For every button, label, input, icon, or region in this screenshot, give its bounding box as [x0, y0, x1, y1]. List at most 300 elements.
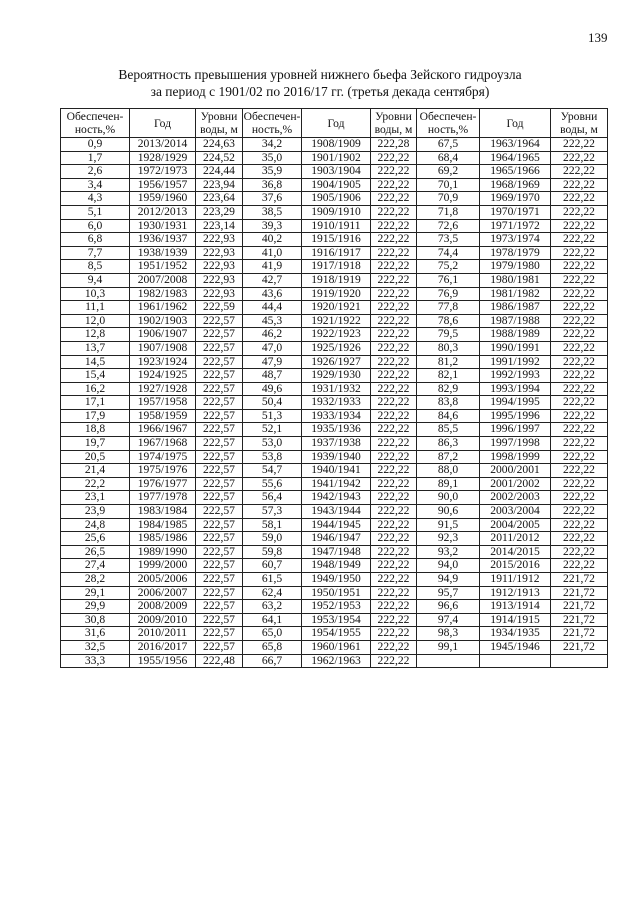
cell-water-level: 222,22	[371, 396, 417, 410]
cell-probability: 59,0	[243, 532, 302, 546]
cell-probability: 34,2	[243, 138, 302, 152]
cell-year: 2011/2012	[480, 532, 551, 546]
cell-water-level: 222,22	[371, 165, 417, 179]
cell-probability: 89,1	[417, 477, 480, 491]
cell-probability: 32,5	[61, 640, 130, 654]
cell-probability: 96,6	[417, 600, 480, 614]
table-row	[61, 138, 608, 152]
cell-probability: 37,6	[243, 192, 302, 206]
cell-probability: 17,1	[61, 396, 130, 410]
header-water-level: Уровни воды, м	[551, 109, 608, 138]
cell-probability: 50,4	[243, 396, 302, 410]
cell-water-level: 222,22	[371, 600, 417, 614]
cell-probability: 94,9	[417, 573, 480, 587]
cell-year: 2006/2007	[130, 586, 196, 600]
cell-year: 1932/1933	[302, 396, 371, 410]
cell-probability: 47,0	[243, 341, 302, 355]
cell-probability: 81,2	[417, 355, 480, 369]
cell-year: 1987/1988	[480, 314, 551, 328]
cell-probability: 77,8	[417, 301, 480, 315]
cell-probability: 14,5	[61, 355, 130, 369]
table-row	[61, 409, 608, 423]
cell-water-level: 222,22	[551, 301, 608, 315]
cell-year: 1974/1975	[130, 450, 196, 464]
cell-probability: 73,5	[417, 233, 480, 247]
header-probability: Обеспечен-ность,%	[243, 110, 301, 136]
cell-probability: 76,1	[417, 273, 480, 287]
cell-year: 2015/2016	[480, 559, 551, 573]
header-year: Год	[130, 109, 196, 138]
cell-year: 2010/2011	[130, 627, 196, 641]
table-row	[61, 314, 608, 328]
table-row	[61, 586, 608, 600]
cell-probability: 95,7	[417, 586, 480, 600]
cell-water-level: 222,57	[196, 505, 243, 519]
table-row	[61, 613, 608, 627]
cell-water-level: 222,22	[371, 464, 417, 478]
cell-water-level: 222,22	[551, 518, 608, 532]
cell-year: 1912/1913	[480, 586, 551, 600]
cell-year: 1942/1943	[302, 491, 371, 505]
cell-probability: 31,6	[61, 627, 130, 641]
cell-probability: 36,8	[243, 178, 302, 192]
cell-probability: 49,6	[243, 382, 302, 396]
cell-probability: 69,2	[417, 165, 480, 179]
cell-year: 1920/1921	[302, 301, 371, 315]
cell-water-level: 222,22	[371, 260, 417, 274]
cell-probability: 35,0	[243, 151, 302, 165]
cell-water-level: 222,22	[551, 491, 608, 505]
cell-year: 1940/1941	[302, 464, 371, 478]
cell-probability: 26,5	[61, 545, 130, 559]
cell-probability: 12,8	[61, 328, 130, 342]
cell-water-level: 222,57	[196, 559, 243, 573]
table-row	[61, 301, 608, 315]
cell-year: 1997/1998	[480, 437, 551, 451]
cell-probability: 6,8	[61, 233, 130, 247]
cell-water-level: 224,52	[196, 151, 243, 165]
cell-year: 1953/1954	[302, 613, 371, 627]
cell-year: 1972/1973	[130, 165, 196, 179]
table-row	[61, 627, 608, 641]
cell-water-level: 222,57	[196, 355, 243, 369]
table-row	[61, 423, 608, 437]
cell-probability: 30,8	[61, 613, 130, 627]
page-number: 139	[588, 30, 608, 45]
cell-water-level: 222,22	[551, 464, 608, 478]
cell-probability: 63,2	[243, 600, 302, 614]
cell-year: 1901/1902	[302, 151, 371, 165]
cell-water-level: 223,14	[196, 219, 243, 233]
cell-water-level: 222,57	[196, 600, 243, 614]
cell-year: 1959/1960	[130, 192, 196, 206]
cell-probability: 70,1	[417, 178, 480, 192]
cell-water-level: 222,93	[196, 246, 243, 260]
cell-water-level: 221,72	[551, 586, 608, 600]
table-row	[61, 328, 608, 342]
cell-probability: 70,9	[417, 192, 480, 206]
table-row	[61, 287, 608, 301]
table-body	[61, 138, 608, 668]
cell-probability: 38,5	[243, 205, 302, 219]
cell-water-level: 222,59	[196, 301, 243, 315]
cell-probability: 65,0	[243, 627, 302, 641]
cell-year: 1907/1908	[130, 341, 196, 355]
cell-year: 2014/2015	[480, 545, 551, 559]
cell-year: 2005/2006	[130, 573, 196, 587]
cell-year: 1988/1989	[480, 328, 551, 342]
cell-year: 1913/1914	[480, 600, 551, 614]
cell-year: 1999/2000	[130, 559, 196, 573]
cell-year: 1960/1961	[302, 640, 371, 654]
cell-probability: 5,1	[61, 205, 130, 219]
cell-year: 1919/1920	[302, 287, 371, 301]
cell-year: 1990/1991	[480, 341, 551, 355]
cell-water-level: 222,57	[196, 545, 243, 559]
cell-probability: 24,8	[61, 518, 130, 532]
cell-year: 1965/1966	[480, 165, 551, 179]
cell-water-level: 222,22	[371, 437, 417, 451]
table-row	[61, 640, 608, 654]
cell-probability: 44,4	[243, 301, 302, 315]
cell-probability: 12,0	[61, 314, 130, 328]
cell-year: 1978/1979	[480, 246, 551, 260]
cell-probability: 23,9	[61, 505, 130, 519]
cell-water-level: 222,22	[551, 505, 608, 519]
cell-water-level: 222,22	[551, 178, 608, 192]
cell-year: 1956/1957	[130, 178, 196, 192]
cell-probability: 80,3	[417, 341, 480, 355]
table-row	[61, 382, 608, 396]
cell-water-level: 222,22	[371, 178, 417, 192]
cell-probability: 90,0	[417, 491, 480, 505]
cell-year: 1976/1977	[130, 477, 196, 491]
cell-probability: 9,4	[61, 273, 130, 287]
cell-probability: 97,4	[417, 613, 480, 627]
cell-year: 1964/1965	[480, 151, 551, 165]
cell-probability: 58,1	[243, 518, 302, 532]
cell-probability: 79,5	[417, 328, 480, 342]
table-row	[61, 165, 608, 179]
cell-water-level: 222,22	[371, 573, 417, 587]
cell-probability: 71,8	[417, 205, 480, 219]
header-probability: Обеспечен-ность,%	[61, 109, 130, 138]
cell-year: 1998/1999	[480, 450, 551, 464]
cell-year: 1908/1909	[302, 138, 371, 152]
cell-year: 1993/1994	[480, 382, 551, 396]
cell-probability: 82,9	[417, 382, 480, 396]
cell-water-level: 224,63	[196, 138, 243, 152]
cell-water-level: 222,22	[551, 545, 608, 559]
cell-year: 1928/1929	[130, 151, 196, 165]
cell-water-level: 222,22	[371, 654, 417, 668]
cell-water-level: 222,93	[196, 273, 243, 287]
table-row	[61, 491, 608, 505]
cell-year: 1936/1937	[130, 233, 196, 247]
cell-water-level: 222,93	[196, 287, 243, 301]
cell-probability: 55,6	[243, 477, 302, 491]
cell-year: 1996/1997	[480, 423, 551, 437]
cell-year: 1915/1916	[302, 233, 371, 247]
cell-water-level: 222,22	[371, 328, 417, 342]
cell-water-level: 222,57	[196, 491, 243, 505]
cell-water-level: 222,22	[551, 314, 608, 328]
cell-water-level: 222,22	[551, 219, 608, 233]
cell-probability: 47,9	[243, 355, 302, 369]
cell-year: 1911/1912	[480, 573, 551, 587]
cell-year: 1903/1904	[302, 165, 371, 179]
cell-probability: 6,0	[61, 219, 130, 233]
table-title-line-1: Вероятность превышения уровней нижнего бьефа Зейского гидроузла	[118, 67, 522, 82]
cell-probability: 40,2	[243, 233, 302, 247]
cell-probability: 54,7	[243, 464, 302, 478]
cell-water-level: 222,22	[551, 532, 608, 546]
cell-water-level: 222,57	[196, 328, 243, 342]
cell-water-level: 222,22	[371, 369, 417, 383]
cell-water-level: 222,57	[196, 477, 243, 491]
cell-water-level: 221,72	[551, 613, 608, 627]
cell-water-level: 222,22	[371, 586, 417, 600]
cell-water-level: 222,93	[196, 260, 243, 274]
cell-year: 1926/1927	[302, 355, 371, 369]
header-probability: Обеспечен-ность,%	[417, 109, 480, 138]
cell-year: 2016/2017	[130, 640, 196, 654]
cell-water-level: 222,22	[371, 613, 417, 627]
cell-probability: 25,6	[61, 532, 130, 546]
table-row	[61, 219, 608, 233]
cell-probability: 51,3	[243, 409, 302, 423]
cell-probability: 74,4	[417, 246, 480, 260]
cell-probability: 41,9	[243, 260, 302, 274]
cell-year: 1904/1905	[302, 178, 371, 192]
cell-year: 1982/1983	[130, 287, 196, 301]
cell-water-level: 222,22	[371, 233, 417, 247]
cell-probability: 0,9	[61, 138, 130, 152]
cell-water-level: 222,22	[551, 205, 608, 219]
cell-water-level: 222,93	[196, 233, 243, 247]
table-row	[61, 464, 608, 478]
cell-water-level: 222,22	[371, 246, 417, 260]
cell-probability: 29,1	[61, 586, 130, 600]
cell-year: 1945/1946	[480, 640, 551, 654]
cell-probability: 42,7	[243, 273, 302, 287]
cell-year: 1995/1996	[480, 409, 551, 423]
cell-year: 1961/1962	[130, 301, 196, 315]
table-row	[61, 600, 608, 614]
cell-probability: 75,2	[417, 260, 480, 274]
cell-year: 2007/2008	[130, 273, 196, 287]
cell-year: 1927/1928	[130, 382, 196, 396]
cell-water-level: 222,57	[196, 409, 243, 423]
cell-probability: 46,2	[243, 328, 302, 342]
cell-water-level: 222,22	[551, 477, 608, 491]
cell-probability: 64,1	[243, 613, 302, 627]
cell-year: 1944/1945	[302, 518, 371, 532]
cell-probability: 16,2	[61, 382, 130, 396]
cell-year: 1973/1974	[480, 233, 551, 247]
cell-water-level: 222,22	[551, 423, 608, 437]
table-title-line-2: за период с 1901/02 по 2016/17 гг. (третья декада сентября)	[150, 84, 490, 99]
table-row	[61, 505, 608, 519]
cell-water-level: 222,22	[371, 409, 417, 423]
cell-water-level: 223,29	[196, 205, 243, 219]
cell-water-level: 222,22	[371, 273, 417, 287]
cell-probability: 93,2	[417, 545, 480, 559]
cell-water-level: 222,22	[551, 559, 608, 573]
cell-probability: 85,5	[417, 423, 480, 437]
cell-water-level: 222,22	[551, 450, 608, 464]
table-row	[61, 273, 608, 287]
cell-year: 1983/1984	[130, 505, 196, 519]
cell-water-level: 222,22	[371, 192, 417, 206]
header-water-level: Уровни воды, м	[196, 109, 243, 138]
cell-probability: 28,2	[61, 573, 130, 587]
cell-water-level: 222,57	[196, 518, 243, 532]
cell-water-level: 222,22	[371, 301, 417, 315]
cell-year: 1909/1910	[302, 205, 371, 219]
cell-water-level: 222,22	[371, 627, 417, 641]
cell-water-level: 222,22	[551, 328, 608, 342]
cell-water-level: 222,57	[196, 586, 243, 600]
cell-year: 1955/1956	[130, 654, 196, 668]
table-row	[61, 151, 608, 165]
cell-year: 1921/1922	[302, 314, 371, 328]
cell-probability: 92,3	[417, 532, 480, 546]
cell-water-level: 222,22	[371, 219, 417, 233]
cell-water-level: 222,22	[551, 151, 608, 165]
cell-water-level: 222,57	[196, 532, 243, 546]
cell-probability: 33,3	[61, 654, 130, 668]
cell-probability: 1,7	[61, 151, 130, 165]
cell-water-level: 222,57	[196, 627, 243, 641]
cell-year: 1937/1938	[302, 437, 371, 451]
cell-probability: 67,5	[417, 138, 480, 152]
cell-year: 1980/1981	[480, 273, 551, 287]
cell-probability: 90,6	[417, 505, 480, 519]
cell-probability: 68,4	[417, 151, 480, 165]
cell-probability: 41,0	[243, 246, 302, 260]
cell-year: 1943/1944	[302, 505, 371, 519]
cell-year: 1947/1948	[302, 545, 371, 559]
cell-year: 1962/1963	[302, 654, 371, 668]
table-row	[61, 532, 608, 546]
cell-water-level: 222,22	[551, 165, 608, 179]
cell-probability: 78,6	[417, 314, 480, 328]
cell-probability: 52,1	[243, 423, 302, 437]
cell-year: 1984/1985	[130, 518, 196, 532]
cell-year: 1966/1967	[130, 423, 196, 437]
cell-year: 1975/1976	[130, 464, 196, 478]
cell-year: 1970/1971	[480, 205, 551, 219]
cell-probability: 53,0	[243, 437, 302, 451]
cell-year: 1967/1968	[130, 437, 196, 451]
cell-year: 1954/1955	[302, 627, 371, 641]
table-row	[61, 233, 608, 247]
cell-year: 1931/1932	[302, 382, 371, 396]
table-row	[61, 450, 608, 464]
cell-water-level: 222,22	[551, 138, 608, 152]
cell-water-level: 222,57	[196, 382, 243, 396]
table-row	[61, 369, 608, 383]
cell-water-level: 222,22	[551, 355, 608, 369]
cell-probability: 72,6	[417, 219, 480, 233]
cell-water-level: 222,22	[371, 450, 417, 464]
cell-year: 1902/1903	[130, 314, 196, 328]
cell-water-level: 222,22	[371, 382, 417, 396]
cell-water-level: 222,22	[371, 477, 417, 491]
cell-year: 1930/1931	[130, 219, 196, 233]
cell-water-level: 222,22	[551, 287, 608, 301]
cell-probability: 39,3	[243, 219, 302, 233]
cell-probability: 13,7	[61, 341, 130, 355]
cell-water-level: 222,22	[371, 640, 417, 654]
cell-water-level	[551, 654, 608, 668]
cell-probability: 19,7	[61, 437, 130, 451]
cell-probability: 23,1	[61, 491, 130, 505]
cell-water-level: 222,57	[196, 369, 243, 383]
cell-year: 1929/1930	[302, 369, 371, 383]
table-row	[61, 477, 608, 491]
cell-probability: 62,4	[243, 586, 302, 600]
cell-probability: 11,1	[61, 301, 130, 315]
cell-water-level: 222,22	[551, 246, 608, 260]
table-header-row	[61, 109, 608, 138]
cell-probability: 21,4	[61, 464, 130, 478]
cell-water-level: 222,22	[371, 545, 417, 559]
cell-probability: 4,3	[61, 192, 130, 206]
header-year: Год	[302, 109, 371, 138]
cell-probability: 66,7	[243, 654, 302, 668]
cell-year: 1992/1993	[480, 369, 551, 383]
cell-year: 1925/1926	[302, 341, 371, 355]
cell-probability: 94,0	[417, 559, 480, 573]
cell-water-level: 222,57	[196, 613, 243, 627]
cell-year: 1950/1951	[302, 586, 371, 600]
cell-water-level: 222,28	[371, 138, 417, 152]
cell-probability: 29,9	[61, 600, 130, 614]
cell-probability: 84,6	[417, 409, 480, 423]
cell-year: 2001/2002	[480, 477, 551, 491]
table-row	[61, 545, 608, 559]
cell-year: 1918/1919	[302, 273, 371, 287]
cell-water-level: 224,44	[196, 165, 243, 179]
cell-water-level: 221,72	[551, 573, 608, 587]
cell-probability: 8,5	[61, 260, 130, 274]
cell-water-level: 222,22	[371, 423, 417, 437]
table-row	[61, 205, 608, 219]
cell-probability: 88,0	[417, 464, 480, 478]
cell-water-level: 222,57	[196, 341, 243, 355]
cell-water-level: 223,64	[196, 192, 243, 206]
cell-year: 1957/1958	[130, 396, 196, 410]
cell-year: 1906/1907	[130, 328, 196, 342]
table-row	[61, 192, 608, 206]
cell-year: 1917/1918	[302, 260, 371, 274]
cell-year: 1914/1915	[480, 613, 551, 627]
cell-water-level: 221,72	[551, 640, 608, 654]
cell-year: 1949/1950	[302, 573, 371, 587]
cell-year: 1923/1924	[130, 355, 196, 369]
cell-probability: 10,3	[61, 287, 130, 301]
cell-probability: 2,6	[61, 165, 130, 179]
cell-year: 1948/1949	[302, 559, 371, 573]
cell-water-level: 222,57	[196, 396, 243, 410]
cell-probability: 15,4	[61, 369, 130, 383]
table-row	[61, 178, 608, 192]
cell-water-level: 222,22	[371, 341, 417, 355]
table-row	[61, 518, 608, 532]
cell-water-level: 222,22	[371, 314, 417, 328]
